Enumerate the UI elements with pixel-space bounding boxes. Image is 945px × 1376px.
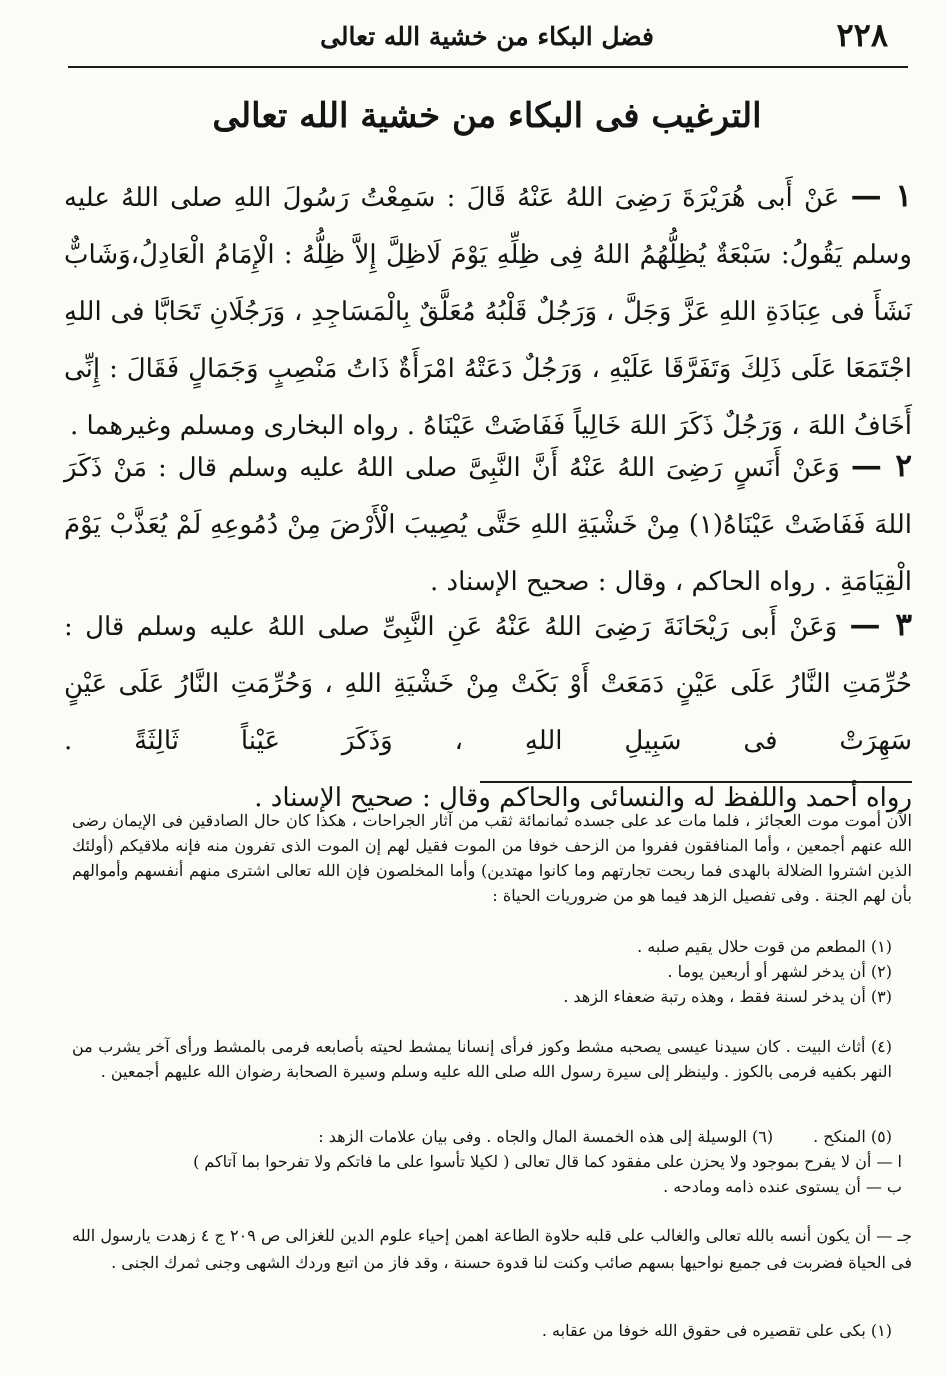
header-rule	[68, 66, 908, 68]
hadith-number: ١ —	[850, 178, 913, 214]
zuhd-item-4	[72, 1034, 912, 1084]
list-item: (٣) أن يدخر لسنة فقط ، وهذه رتبة ضعفاء الزهد .	[563, 987, 892, 1006]
hadith-3	[64, 597, 912, 827]
hadith-1	[64, 168, 912, 455]
sign-item: ا — أن لا يفرح بموجود ولا يحزن على مفقود كما قال تعالى ( لكيلا تأسوا على ما فاتكم ولا تفرحوا بما آتاكم )	[193, 1152, 902, 1171]
footnote-separator	[480, 781, 912, 783]
hadith-source: رواه الحاكم ، وقال : صحيح الإسناد .	[430, 567, 816, 597]
footnote-paragraph: الآن أموت موت العجائز ، فلما مات عد على جسده ثمانمائة ثقب من آثار الجراحات ، هكذا كان حال الصادقين فى الإيمان رضى الله عنهم أجمعين ، وأما المنافقون ففروا من الزحف خوفا من الموت فقيل لهم إن الموت الذى تفرون منه فإنه ملاقيكم (أولئك الذين اشتروا الضلالة بالهدى فما ربحت تجارتهم وما كانوا مهتدين) وأما المخلصون فإن الله تعالى اشترى منهم أنفسهم وأموالهم بأن لهم الجنة . وفى تفصيل الزهد فيما هو من ضروريات الحياة :	[72, 811, 913, 905]
sign-item: ب — أن يستوى عنده ذامه ومادحه .	[663, 1177, 902, 1196]
zuhd-sign-c	[72, 1222, 912, 1276]
running-title: فضل البكاء من خشية الله تعالى	[320, 21, 654, 51]
section-title: الترغيب فى البكاء من خشية الله تعالى	[212, 96, 762, 136]
footnote-continuation	[72, 808, 912, 908]
hadith-number: ٣ —	[849, 607, 913, 643]
zuhd-signs	[72, 1124, 912, 1199]
list-row	[72, 1124, 912, 1149]
hadith-2	[64, 438, 912, 611]
running-header	[72, 10, 902, 62]
list-item: (٦) الوسيلة إلى هذه الخمسة المال والجاه . وفى بيان علامات الزهد :	[318, 1127, 774, 1146]
zuhd-list	[72, 934, 912, 1009]
hadith-text: عَنْ أَبى هُرَيْرَةَ رَضِىَ اللهُ عَنْهُ قَالَ : سَمِعْتُ رَسُولَ اللهِ صلى اللهُ عليه وسلم يَقُولُ: سَبْعَةٌ يُظِلُّهُمُ اللهُ فِى ظِلِّهِ يَوْمَ لَاظِلَّ إِلاَّ ظِلُّهُ : الْإِمَامُ الْعَادِلُ،وَشَابٌّ نَشَأَ فى عِبَادَةِ اللهِ عَزَّ وَجَلَّ ، وَرَجُلٌ قَلْبُهُ مُعَلَّقٌ بِالْمَسَاجِدِ ، وَرَجُلَانِ تَحَابَّا فى اللهِ اجْتَمَعَا عَلَى ذَلِكَ وَتَفَرَّقَا عَلَيْهِ ، وَرَجُلٌ دَعَتْهُ امْرَأَةٌ ذَاتُ مَنْصِبٍ وَجَمَالٍ فَقَالَ : إِنِّى أَخَافُ اللهَ ، وَرَجُلٌ ذَكَرَ اللهَ خَالِياً فَفَاضَتْ عَيْنَاهُ .	[64, 183, 912, 441]
hadith-source: رواه أحمد واللفظ له والنسائى والحاكم وقال : صحيح الإسناد .	[254, 783, 912, 813]
hadith-number: ٢ —	[850, 448, 912, 484]
list-item: (٤) أثاث البيت . كان سيدنا عيسى يصحبه مشط وكوز فرأى إنسانا يمشط لحيته بأصابعه فرمى بالمشط ورأى آخر يشرب من النهر بكفيه فرمى بالكوز . ولينظر إلى سيرة رسول الله صلى الله عليه وسلم وسيرة الصحابة رضوان الله عليهم أجمعين .	[72, 1037, 892, 1081]
sign-item: جـ — أن يكون أنسه بالله تعالى والغالب على قلبه حلاوة الطاعة اهمن إحياء علوم الدين للغزالى ص ٢٠٩ ج ٤ زهدت يارسول الله فى الحياة فضربت فى جميع نواحيها بسهم صائب وكنت لنا قدوة حسنة ، وقد فاز من اتبع وردك الشهى وجنى ثمرك الجنى .	[72, 1226, 913, 1272]
page-number: ٢٢٨	[836, 16, 888, 54]
list-item: (٢) أن يدخر لشهر أو أربعين يوما .	[667, 962, 892, 981]
hadith-text: وَعَنْ أَبى رَيْحَانَةَ رَضِىَ اللهُ عَنْهُ عَنِ النَّبِىِّ صلى اللهُ عليه وسلم قال : حُرِّمَتِ النَّارُ عَلَى عَيْنٍ دَمَعَتْ أَوْ بَكَتْ مِنْ خَشْيَةِ اللهِ ، وَحُرِّمَتِ النَّارُ عَلَى عَيْنٍ سَهِرَتْ فى سَبِيلِ اللهِ ، وَذَكَرَ عَيْناً ثَالِثَةً .	[64, 612, 912, 756]
hadith-text: وَعَنْ أَنَسٍ رَضِىَ اللهُ عَنْهُ أَنَّ النَّبِىَّ صلى اللهُ عليه وسلم قال : مَنْ ذَكَرَ اللهَ فَفَاضَتْ عَيْنَاهُ(١) مِنْ خَشْيَةِ اللهِ حَتَّى يُصِيبَ الْأَرْضَ مِنْ دُمُوعِهِ لَمْ يُعَذَّبْ يَوْمَ الْقِيَامَةِ .	[64, 453, 912, 597]
list-item: (١) المطعم من قوت حلال يقيم صلبه .	[637, 937, 892, 956]
hadith-source: رواه البخارى ومسلم وغيرهما .	[69, 411, 399, 441]
footnote-1	[72, 1317, 912, 1344]
list-item: (٥) المنكح .	[813, 1127, 892, 1146]
footnote-text: (١) بكى على تقصيره فى حقوق الله خوفا من عقابه .	[541, 1321, 892, 1340]
